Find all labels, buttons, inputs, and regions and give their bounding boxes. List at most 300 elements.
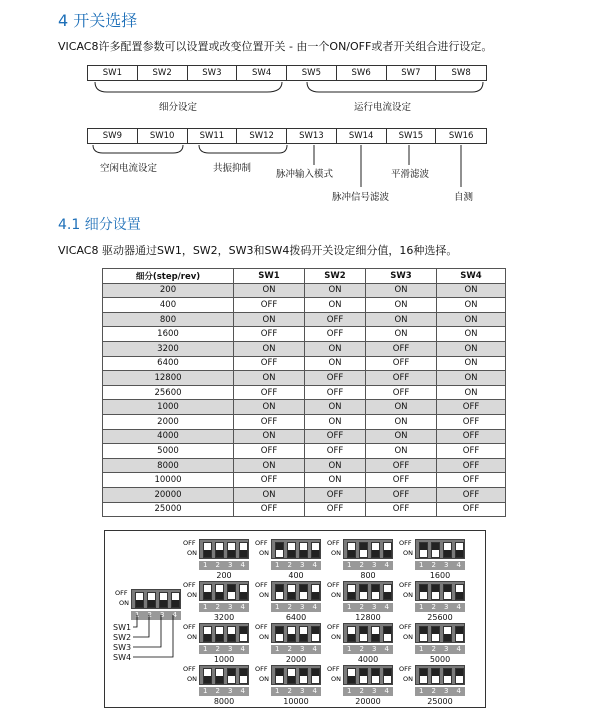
dip-knob [372,550,379,557]
dip-numbers [199,561,249,570]
dip-number: 4 [312,561,317,569]
dip-knob [384,627,391,634]
dip-toggle [443,584,452,600]
table-cell: 5000 [103,444,234,459]
dip-knob [456,669,463,676]
dip-numbers [415,561,465,570]
table-row [103,429,506,444]
dip-number: 4 [172,611,177,619]
dip-knob [456,550,463,557]
dip-knob [372,634,379,641]
dip-number: 4 [240,561,245,569]
dip-body [343,539,393,559]
dip-body [271,665,321,685]
dip-knob [288,676,295,683]
dip-toggle [239,626,248,642]
dip-knob [148,600,155,607]
dip-toggle [287,542,296,558]
dip-toggle [203,542,212,558]
table-cell: ON [234,458,305,473]
legend-sw4: SW4 [113,653,132,662]
dip-number: 3 [300,603,305,611]
dip-value-label: 2000 [285,655,307,664]
dip-body [271,539,321,559]
table-cell: ON [305,473,366,488]
group-smoothing: 平滑滤波 [391,169,430,180]
dip-knob [384,592,391,599]
dip-number: 3 [300,561,305,569]
table-cell: ON [366,444,437,459]
microstep-table [102,268,506,517]
dip-knob [300,669,307,676]
table-row [103,444,506,459]
table-cell: OFF [437,458,506,473]
switch-cell-sw6: SW6 [337,66,387,80]
table-cell: ON [366,414,437,429]
dip-number: 3 [300,645,305,653]
table-cell: OFF [305,429,366,444]
dip-number: 4 [312,645,317,653]
table-cell: ON [366,400,437,415]
switch-cell-sw11: SW11 [188,129,238,143]
dip-number: 2 [431,603,436,611]
dip-toggle [299,542,308,558]
off-label: OFF [399,665,412,673]
dip-body [271,623,321,643]
dip-toggle [455,542,464,558]
dip-number: 4 [384,561,389,569]
dip-toggle [299,668,308,684]
dip-toggle [371,584,380,600]
group-pulse-filter: 脉冲信号滤波 [332,192,390,203]
dip-toggle [371,542,380,558]
table-row [103,356,506,371]
table-cell: ON [366,283,437,298]
table-cell: ON [305,414,366,429]
legend-leader-lines [105,611,185,671]
table-cell: OFF [366,371,437,386]
dip-body [131,589,181,609]
off-label: OFF [327,539,340,547]
table-row [103,473,506,488]
dip-number: 3 [372,645,377,653]
dip-knob [228,550,235,557]
dip-number: 4 [456,687,461,695]
dip-knob [432,585,439,592]
dip-number: 1 [203,687,208,695]
dip-knob [276,669,283,676]
dip-toggle [287,584,296,600]
dip-number: 1 [347,603,352,611]
table-cell: OFF [366,473,437,488]
table-row [103,371,506,386]
dip-toggle [135,592,144,608]
dip-number: 3 [228,687,233,695]
dip-number: 1 [203,561,208,569]
dip-knob [348,634,355,641]
dip-knob [372,669,379,676]
dip-knob [276,543,283,550]
table-cell: 25000 [103,502,234,517]
table-cell: ON [305,400,366,415]
dip-knob [312,627,319,634]
dip-toggle [431,626,440,642]
section-title: 4 开关选择 [58,11,138,30]
dip-toggle [311,542,320,558]
table-cell: 200 [103,283,234,298]
on-label: ON [403,675,413,683]
dip-number: 3 [228,561,233,569]
dip-toggle [359,626,368,642]
table-cell: OFF [234,502,305,517]
table-cell: ON [437,371,506,386]
switch-cell-sw1: SW1 [88,66,138,80]
dip-knob [216,634,223,641]
table-cell: 4000 [103,429,234,444]
dip-body [199,581,249,601]
dip-body [343,623,393,643]
switch-cell-sw3: SW3 [188,66,238,80]
table-cell: OFF [437,444,506,459]
dip-body [415,581,465,601]
dip-number: 4 [384,687,389,695]
dip-toggle [203,626,212,642]
dip-knob [216,592,223,599]
dip-number: 3 [372,561,377,569]
table-row [103,283,506,298]
table-cell: ON [437,356,506,371]
dip-knob [372,585,379,592]
dip-toggle [419,584,428,600]
dip-toggle [347,668,356,684]
dip-toggle [455,584,464,600]
table-header: 细分(step/rev) [103,269,234,284]
dip-knob [384,550,391,557]
table-cell: OFF [305,371,366,386]
table-cell: ON [305,356,366,371]
off-label: OFF [183,623,196,631]
dip-number: 4 [456,603,461,611]
table-cell: ON [234,283,305,298]
table-cell: ON [234,487,305,502]
table-row [103,312,506,327]
dip-number: 4 [456,561,461,569]
dip-toggle [311,668,320,684]
table-cell: ON [305,458,366,473]
dip-number: 1 [347,561,352,569]
switch-cell-sw5: SW5 [287,66,337,80]
switch-cell-sw10: SW10 [138,129,188,143]
switch-cell-sw16: SW16 [448,131,474,141]
dip-toggle [239,668,248,684]
switch-cell-sw8: SW8 [451,68,471,78]
dip-number: 1 [275,603,280,611]
table-cell: 1000 [103,400,234,415]
table-cell: OFF [437,400,506,415]
dip-knob [420,669,427,676]
dip-value-label: 20000 [355,697,381,706]
dip-toggle [443,542,452,558]
off-label: OFF [255,665,268,673]
dip-toggle [227,542,236,558]
dip-toggle [159,592,168,608]
dip-knob [288,550,295,557]
dip-number: 2 [359,561,364,569]
dip-knob [432,669,439,676]
table-row [103,502,506,517]
table-cell: ON [366,327,437,342]
table-cell: ON [437,312,506,327]
table-cell: ON [437,283,506,298]
dip-numbers [415,687,465,696]
dip-toggle [455,626,464,642]
table-row [103,298,506,313]
dip-number: 4 [240,687,245,695]
group-idle-current: 空闲电流设定 [100,163,158,174]
dip-knob [312,669,319,676]
dip-toggle [275,542,284,558]
table-cell: ON [437,341,506,356]
dip-toggle [383,584,392,600]
dip-numbers [199,603,249,612]
table-cell: OFF [366,356,437,371]
dip-knob [204,550,211,557]
table-cell: OFF [234,327,305,342]
table-cell: ON [366,312,437,327]
switch-cell-sw14: SW14 [337,129,387,143]
dip-value-label: 10000 [283,697,309,706]
dip-toggle [215,584,224,600]
dip-toggle [359,542,368,558]
dip-knob [300,634,307,641]
dip-toggle [215,626,224,642]
dip-numbers [271,561,321,570]
dip-body [415,665,465,685]
dip-value-label: 12800 [355,613,381,622]
table-header: SW1 [234,269,305,284]
dip-number: 1 [347,687,352,695]
dip-toggle [443,626,452,642]
dip-toggle [171,592,180,608]
dip-value-label: 1000 [213,655,235,664]
on-label: ON [331,633,341,641]
table-cell: OFF [366,487,437,502]
dip-value-label: 400 [288,571,304,580]
dip-knob [360,543,367,550]
dip-knob [348,676,355,683]
dip-knob [240,592,247,599]
switch-cell-sw7: SW7 [387,66,437,80]
dip-numbers [271,603,321,612]
dip-number: 4 [240,645,245,653]
on-label: ON [119,599,129,607]
off-label: OFF [255,539,268,547]
table-row [103,414,506,429]
dip-number: 1 [275,645,280,653]
dip-knob [312,592,319,599]
dip-body [271,581,321,601]
dip-number: 1 [419,687,424,695]
table-cell: OFF [366,502,437,517]
dip-toggle [311,626,320,642]
dip-numbers [343,603,393,612]
dip-toggle [299,584,308,600]
dip-toggle [215,668,224,684]
dip-knob [276,585,283,592]
dip-knob [228,634,235,641]
on-label: ON [187,549,197,557]
dip-toggle [371,626,380,642]
dip-number: 4 [456,645,461,653]
table-cell: ON [366,298,437,313]
table-cell: OFF [305,312,366,327]
dip-toggle [227,668,236,684]
table-cell: OFF [305,385,366,400]
dip-body [343,581,393,601]
dip-value-label: 3200 [213,613,235,622]
dip-toggle [371,668,380,684]
dip-number: 2 [431,687,436,695]
subsection-intro: VICAC8 驱动器通过SW1，SW2，SW3和SW4拨码开关设定细分值，16种选择。 [58,244,458,257]
table-cell: OFF [366,385,437,400]
dip-number: 2 [359,687,364,695]
dip-value-label: 1600 [429,571,451,580]
dip-knob [228,585,235,592]
dip-value-label: 200 [216,571,232,580]
dip-number: 4 [384,603,389,611]
dip-number: 1 [203,645,208,653]
dip-toggle [359,584,368,600]
on-label: ON [259,591,269,599]
dip-knob [444,550,451,557]
dip-value-label: 5000 [429,655,451,664]
table-cell: OFF [437,502,506,517]
table-cell: 10000 [103,473,234,488]
group-self-test: 自测 [454,192,474,203]
dip-number: 1 [347,645,352,653]
dip-toggle [347,584,356,600]
table-cell: OFF [437,473,506,488]
dip-body [343,665,393,685]
dip-number: 3 [228,645,233,653]
off-label: OFF [327,665,340,673]
dip-knob [240,669,247,676]
dip-knob [360,669,367,676]
dip-numbers [343,687,393,696]
dip-toggle [215,542,224,558]
dip-switch-diagram [104,530,486,708]
dip-number: 1 [275,687,280,695]
dip-toggle [311,584,320,600]
switch-cell-sw4: SW4 [237,66,287,80]
table-cell: ON [234,429,305,444]
table-header: SW2 [305,269,366,284]
table-cell: ON [437,298,506,313]
dip-knob [288,634,295,641]
table-cell: OFF [437,429,506,444]
dip-knob [276,627,283,634]
table-cell: 6400 [103,356,234,371]
dip-toggle [203,668,212,684]
legend-sw3: SW3 [113,643,132,652]
dip-number: 2 [215,603,220,611]
table-cell: OFF [234,298,305,313]
dip-knob [240,627,247,634]
table-cell: 3200 [103,341,234,356]
table-cell: ON [234,312,305,327]
dip-knob [348,592,355,599]
dip-body [199,665,249,685]
table-cell: ON [437,327,506,342]
dip-number: 3 [444,561,449,569]
table-cell: 25600 [103,385,234,400]
table-cell: ON [234,400,305,415]
dip-knob [456,592,463,599]
dip-knob [360,627,367,634]
dip-toggle [347,626,356,642]
dip-number: 2 [147,611,152,619]
dip-knob [432,627,439,634]
dip-number: 1 [135,611,140,619]
dip-numbers [199,645,249,654]
table-cell: OFF [437,414,506,429]
dip-number: 3 [444,687,449,695]
switch-cell-sw9: SW9 [88,129,138,143]
dip-numbers [415,603,465,612]
dip-toggle [275,584,284,600]
dip-number: 2 [215,687,220,695]
dip-knob [312,550,319,557]
off-label: OFF [327,581,340,589]
group-resonance: 共振抑制 [213,163,252,174]
dip-knob [384,669,391,676]
table-cell: ON [437,385,506,400]
dip-toggle [275,626,284,642]
dip-knob [420,627,427,634]
dip-numbers [271,687,321,696]
dip-toggle [299,626,308,642]
table-row [103,458,506,473]
dip-toggle [383,668,392,684]
dip-toggle [383,542,392,558]
dip-knob [348,550,355,557]
table-cell: OFF [366,458,437,473]
dip-knob [444,585,451,592]
dip-value-label: 8000 [213,697,235,706]
table-row [103,487,506,502]
dip-knob [444,669,451,676]
switch-cell-sw15: SW15 [387,129,437,143]
table-cell: OFF [366,341,437,356]
table-cell: 800 [103,312,234,327]
dip-knob [240,550,247,557]
on-label: ON [187,591,197,599]
dip-knob [204,676,211,683]
dip-number: 1 [203,603,208,611]
dip-toggle [203,584,212,600]
off-label: OFF [255,581,268,589]
off-label: OFF [399,581,412,589]
dip-toggle [359,668,368,684]
off-label: OFF [183,665,196,673]
dip-toggle [431,584,440,600]
table-cell: ON [234,371,305,386]
dip-number: 2 [215,645,220,653]
dip-knob [432,543,439,550]
dip-number: 2 [431,561,436,569]
dip-knob [300,550,307,557]
dip-body [199,623,249,643]
